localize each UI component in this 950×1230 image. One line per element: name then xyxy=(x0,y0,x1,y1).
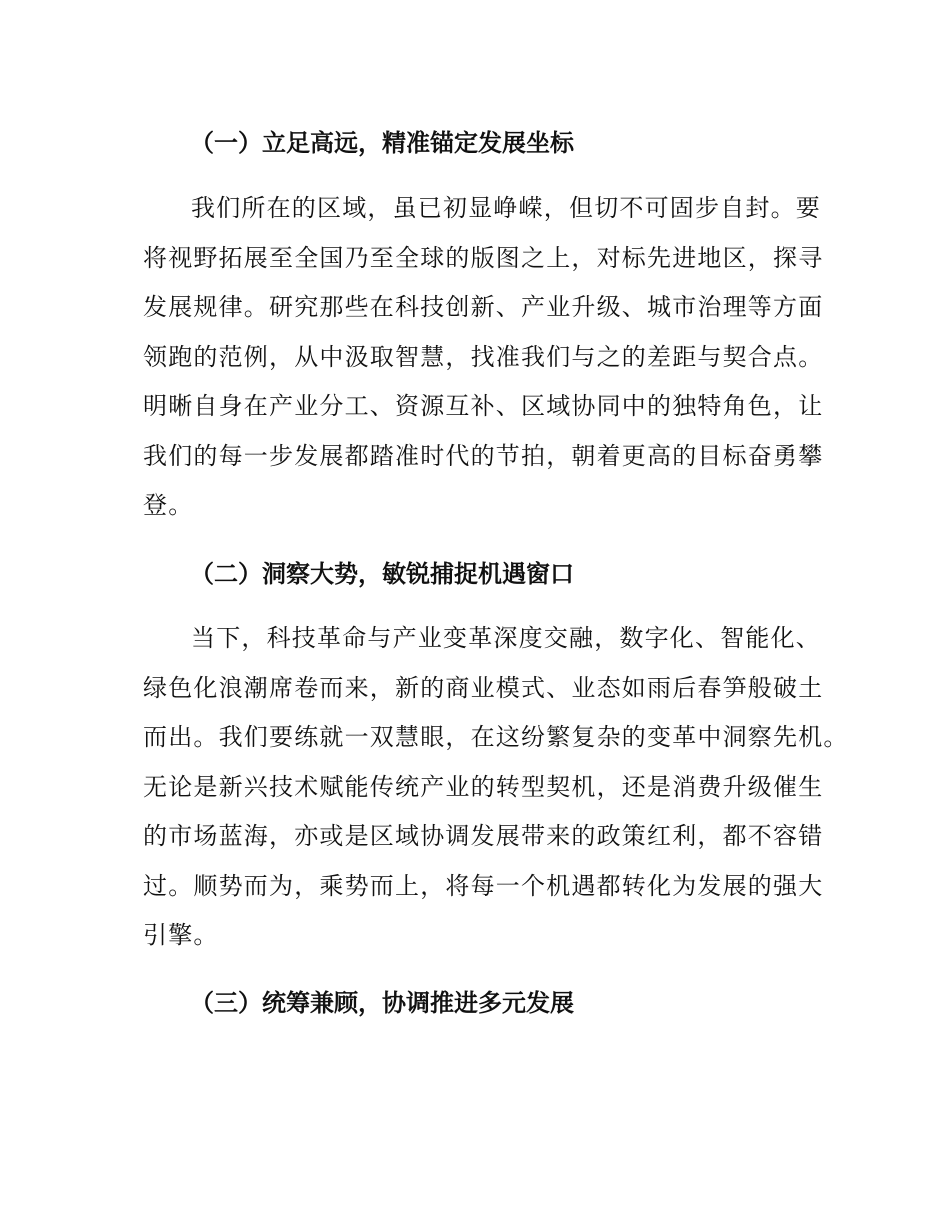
paragraph-line: 绿色化浪潮席卷而来，新的商业模式、业态如雨后春笋般破土 xyxy=(143,673,824,702)
section-2-paragraph xyxy=(143,614,849,961)
paragraph-line: 领跑的范例，从中汲取智慧，找准我们与之的差距与契合点。 xyxy=(143,342,824,371)
section-3-heading: （三）统筹兼顾，协调推进多元发展 xyxy=(190,989,574,1017)
paragraph-line: 将视野拓展至全国乃至全球的版图之上，对标先进地区，探寻 xyxy=(143,243,824,272)
paragraph-line: 我们的每一步发展都踏准时代的节拍，朝着更高的目标奋勇攀 xyxy=(143,441,824,470)
section-2-heading: （二）洞察大势，敏锐捕捉机遇窗口 xyxy=(190,560,574,588)
paragraph-line: 我们所在的区域，虽已初显峥嵘，但切不可固步自封。要 xyxy=(191,194,821,222)
paragraph-line: 无论是新兴技术赋能传统产业的转型契机，还是消费升级催生 xyxy=(143,772,824,801)
paragraph-line: 而出。我们要练就一双慧眼，在这纷繁复杂的变革中洞察先机。 xyxy=(143,723,849,751)
paragraph-line: 引擎。 xyxy=(143,921,219,949)
paragraph-line: 明晰自身在产业分工、资源互补、区域协同中的独特角色，让 xyxy=(143,392,824,420)
paragraph-line: 的市场蓝海，亦或是区域协调发展带来的政策红利，都不容错 xyxy=(143,822,824,850)
paragraph-line: 当下，科技革命与产业变革深度交融，数字化、智能化、 xyxy=(191,624,821,652)
paragraph-line: 过。顺势而为，乘势而上，将每一个机遇都转化为发展的强大 xyxy=(143,871,824,900)
paragraph-line: 登。 xyxy=(143,491,194,519)
paragraph-line: 发展规律。研究那些在科技创新、产业升级、城市治理等方面 xyxy=(143,293,824,321)
section-1-paragraph xyxy=(143,184,833,531)
section-1-heading: （一）立足高远，精准锚定发展坐标 xyxy=(190,129,574,157)
